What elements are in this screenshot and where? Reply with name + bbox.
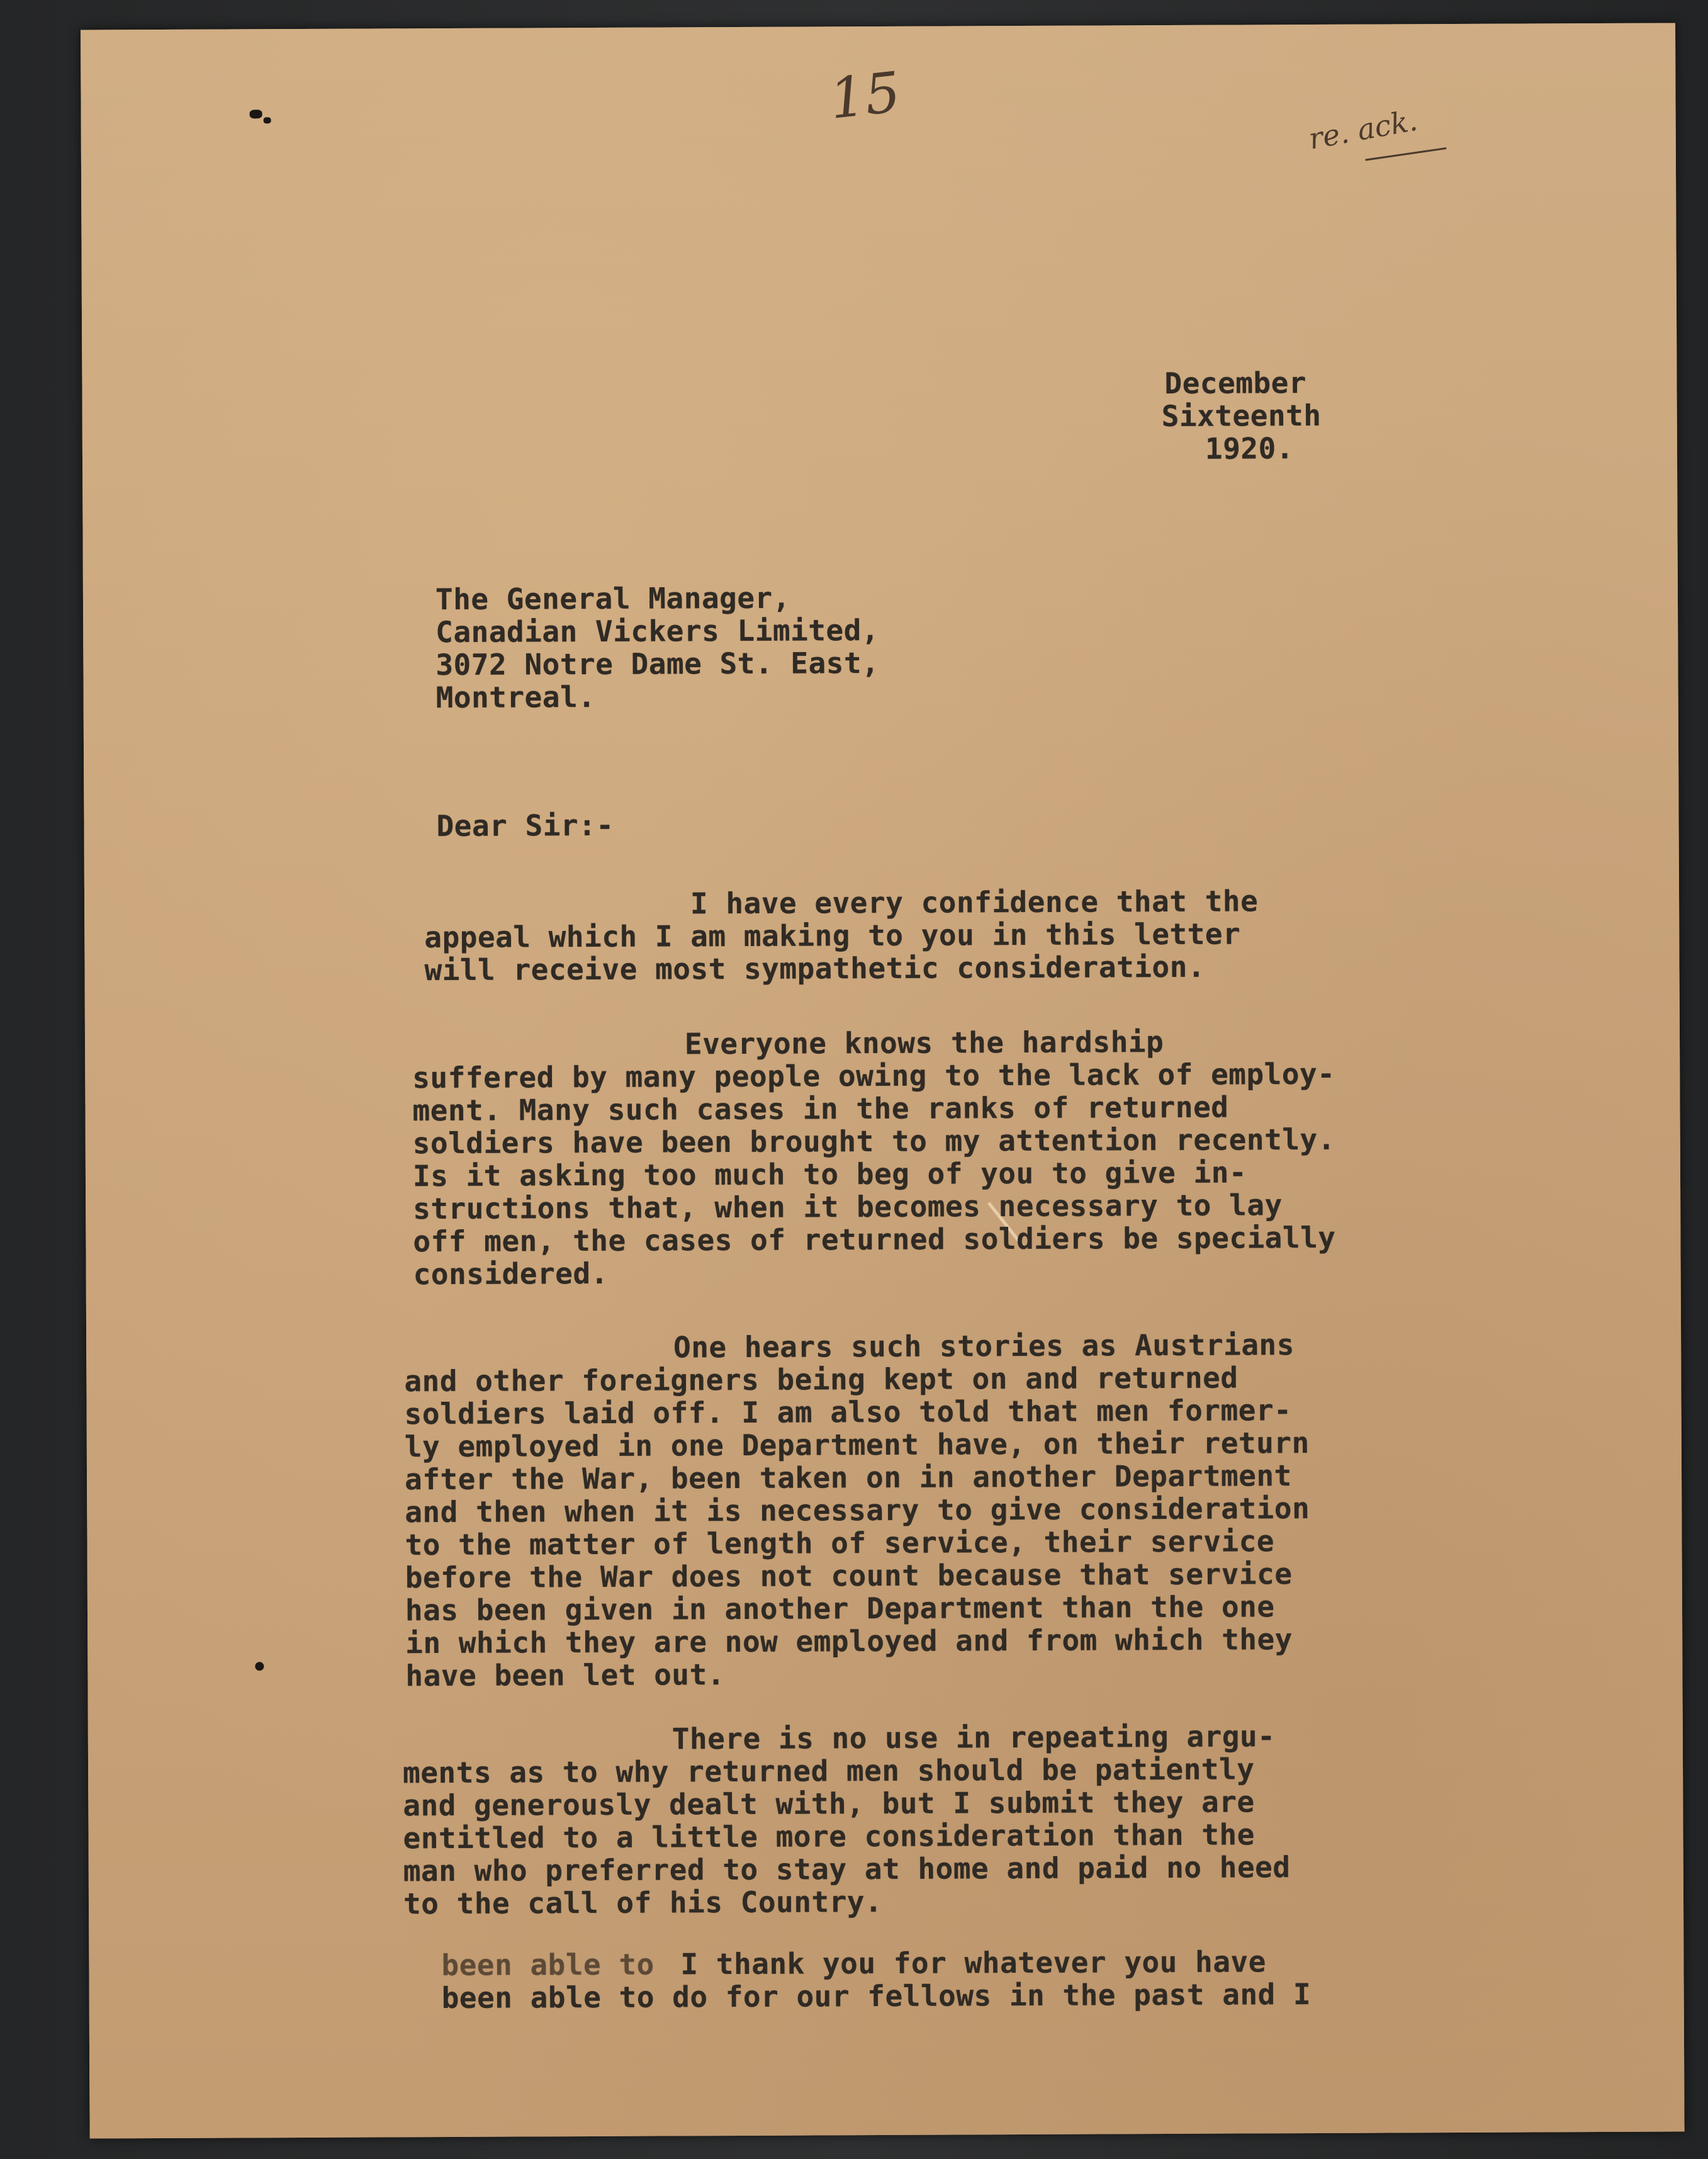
text-line: and then when it is necessary to give consideration bbox=[405, 1491, 1310, 1530]
text-line: will receive most sympathetic consideration. bbox=[424, 949, 1206, 988]
text-line: after the War, been taken on in another Department bbox=[404, 1458, 1292, 1497]
ink-mark bbox=[250, 110, 262, 118]
text-line: been able to do for our fellows in the past and I bbox=[441, 1977, 1312, 2015]
text-line: ly employed in one Department have, on their return bbox=[404, 1426, 1310, 1464]
text-line: suffered by many people owing to the lack of employ- bbox=[412, 1056, 1335, 1095]
text-line: There is no use in repeating argu- bbox=[405, 1719, 1276, 1757]
text-line: and other foreigners being kept on and returned bbox=[404, 1360, 1239, 1399]
handwritten-corner-note: re. ack. bbox=[1306, 103, 1420, 156]
text-line: to the call of his Country. bbox=[403, 1884, 883, 1921]
text-line: to the matter of length of service, their service bbox=[405, 1524, 1275, 1562]
text-line: structions that, when it becomes necessary to lay bbox=[413, 1188, 1283, 1226]
address-line: Montreal. bbox=[435, 679, 596, 715]
text-line: ments as to why returned men should be patiently bbox=[402, 1752, 1255, 1790]
text-line: before the War does not count because that service bbox=[405, 1557, 1293, 1595]
text-line: have been let out. bbox=[405, 1657, 726, 1693]
date-line-3: 1920. bbox=[1205, 431, 1295, 466]
handwritten-underline bbox=[1365, 147, 1446, 161]
text-line: soldiers laid off. I am also told that men former- bbox=[404, 1393, 1292, 1431]
text-line: considered. bbox=[413, 1256, 609, 1292]
date-line-1: December bbox=[1164, 366, 1307, 401]
text-line: entitled to a little more consideration than the bbox=[403, 1817, 1255, 1856]
address-line: The General Manager, bbox=[435, 580, 790, 617]
text-line: One hears such stories as Austrians bbox=[407, 1328, 1295, 1366]
text-line: has been given in another Department than the one bbox=[405, 1589, 1275, 1628]
date-line-2: Sixteenth bbox=[1161, 398, 1322, 434]
handwritten-page-number: 15 bbox=[826, 59, 904, 132]
letter-page bbox=[81, 23, 1685, 2138]
text-line: ment. Many such cases in the ranks of returned bbox=[412, 1090, 1229, 1128]
address-line: 3072 Notre Dame St. East, bbox=[435, 646, 880, 682]
text-line: soldiers have been brought to my attention recently. bbox=[412, 1122, 1335, 1161]
salutation: Dear Sir:- bbox=[436, 808, 614, 843]
text-line: off men, the cases of returned soldiers be specially bbox=[413, 1220, 1336, 1259]
text-line: appeal which I am making to you in this letter bbox=[424, 916, 1241, 955]
text-line: man who preferred to stay at home and paid no heed bbox=[403, 1850, 1291, 1888]
ink-mark bbox=[255, 1662, 264, 1671]
address-line: Canadian Vickers Limited, bbox=[435, 613, 880, 650]
text-line: I thank you for whatever you have bbox=[680, 1944, 1266, 1981]
ink-mark bbox=[264, 117, 271, 123]
text-line: Is it asking too much to beg of you to give in- bbox=[412, 1155, 1247, 1193]
text-line: in which they are now employed and from which they bbox=[405, 1622, 1293, 1660]
text-line: Everyone knows the hardship bbox=[418, 1025, 1164, 1063]
text-line: I have every confidence that the bbox=[424, 884, 1259, 922]
text-line: and generously dealt with, but I submit they are bbox=[403, 1784, 1255, 1823]
struck-out-text: been able to bbox=[441, 1947, 655, 1983]
